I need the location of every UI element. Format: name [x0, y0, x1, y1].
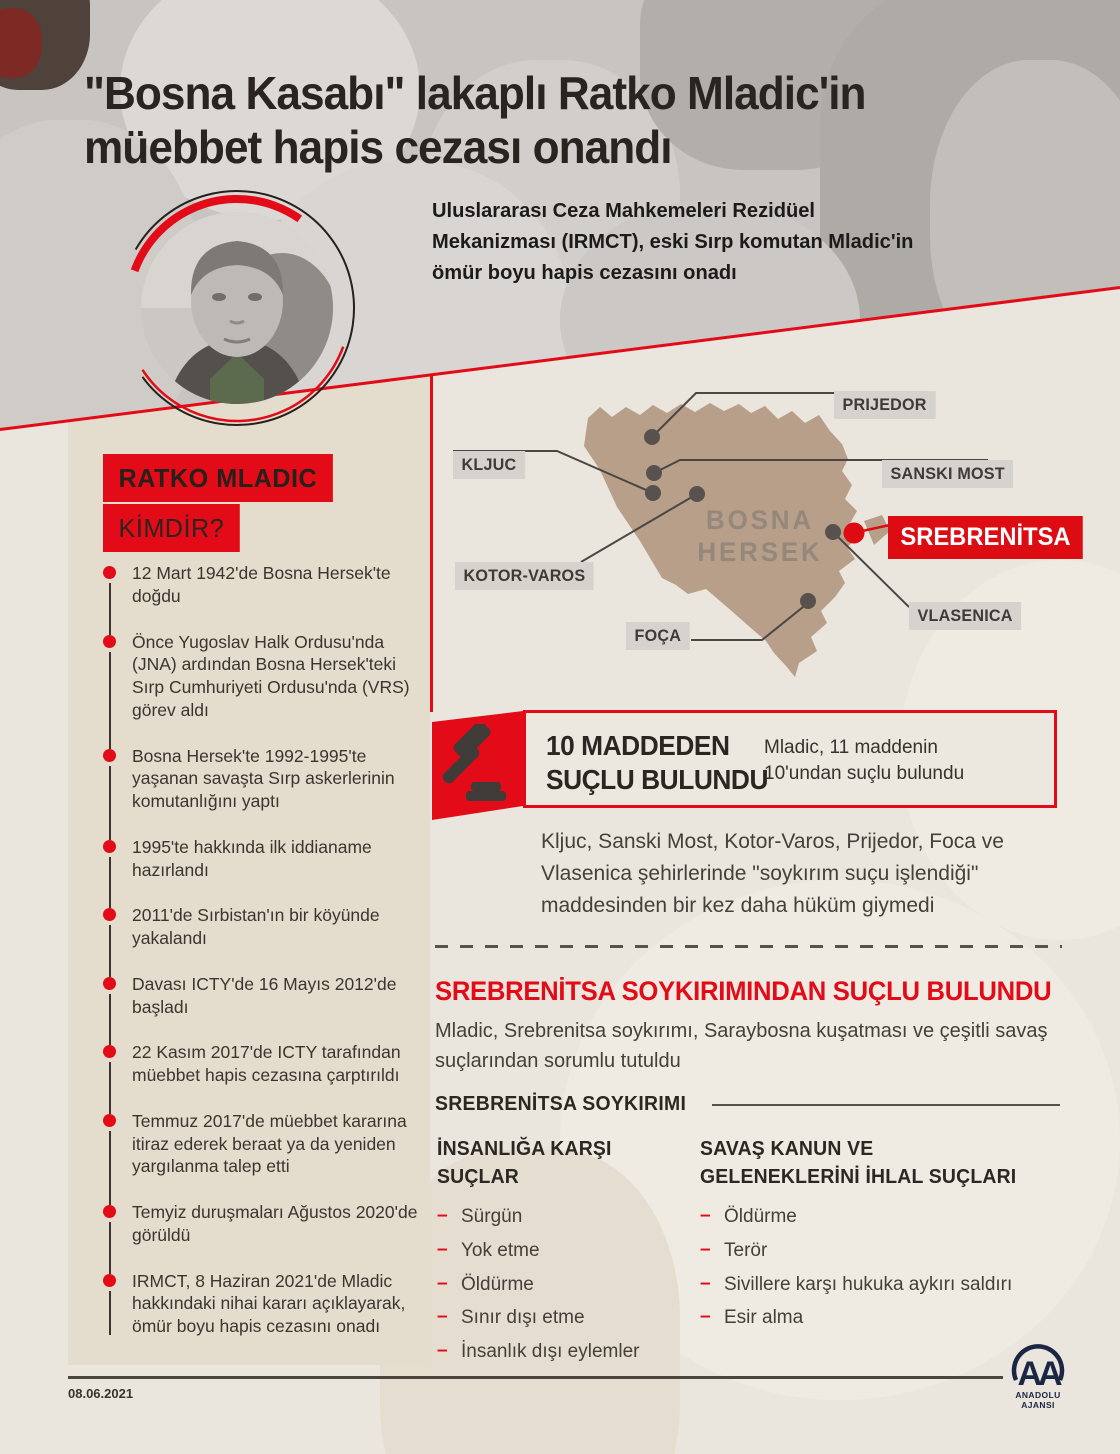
crime-item-text: Sivillere karşı hukuka aykırı saldırı	[724, 1273, 1013, 1295]
map-city-label: VLASENICA	[909, 602, 1021, 630]
timeline-item	[103, 1270, 421, 1338]
bullet-dot-icon	[103, 977, 116, 990]
timeline-item-text: IRMCT, 8 Haziran 2021'de Mladic hakkındaki nihai kararı açıklayarak, ömür boyu hapis cezasını onadı	[132, 1270, 406, 1336]
timeline-item	[103, 1041, 421, 1087]
crime-item	[437, 1205, 687, 1229]
timeline-item	[103, 631, 421, 722]
mladic-portrait-photo	[112, 183, 362, 433]
bullet-dot-icon	[103, 1045, 116, 1058]
profile-heading	[103, 454, 340, 552]
timeline-item-text: Önce Yugoslav Halk Ordusu'nda (JNA) ardından Bosna Hersek'teki Sırp Cumhuriyeti Ordusu'nda (VRS) görev aldı	[132, 631, 410, 720]
title-line: müebbet hapis cezası onandı	[84, 121, 672, 174]
timeline-item-text: 22 Kasım 2017'de ICTY tarafından müebbet hapis cezasına çarptırıldı	[132, 1042, 401, 1085]
footer-rule	[68, 1376, 1003, 1379]
crime-list	[700, 1205, 1070, 1330]
dash-bullet-icon: –	[437, 1340, 448, 1362]
timeline-item	[103, 904, 421, 950]
map-city-label: KLJUC	[453, 451, 525, 479]
map-city-label: FOÇA	[626, 622, 690, 650]
crime-item-text: Öldürme	[724, 1206, 797, 1228]
section-rule	[712, 1104, 1060, 1106]
dash-bullet-icon: –	[437, 1205, 448, 1227]
column-title: İNSANLIĞA KARŞI SUÇLAR	[437, 1138, 612, 1188]
crime-item-text: Terör	[724, 1239, 768, 1261]
map-city-label: PRIJEDOR	[834, 391, 935, 419]
timeline-item-text: 1995'te hakkında ilk iddianame hazırlandı	[132, 836, 372, 880]
profile-heading-question: KİMDİR?	[103, 504, 240, 552]
column-title: SAVAŞ KANUN VE GELENEKLERİNİ İHLAL SUÇLARI	[700, 1138, 1017, 1188]
crime-item-text: Sürgün	[461, 1206, 523, 1228]
dash-bullet-icon: –	[700, 1306, 711, 1328]
section-header	[435, 1093, 1060, 1116]
timeline-item-text: Bosna Hersek'te 1992-1995'te yaşanan savaşta Sırp askerlerinin komutanlığını yaptı	[132, 745, 395, 811]
timeline-item-text: Temmuz 2017'de müebbet kararına itiraz ederek beraat ya da yeniden yargılanma talep etti	[132, 1110, 407, 1177]
verdict-box	[523, 710, 1057, 808]
timeline-item-text: 12 Mart 1942'de Bosna Hersek'te doğdu	[132, 563, 391, 606]
dash-bullet-icon: –	[700, 1205, 711, 1227]
crime-item	[700, 1239, 1070, 1263]
agency-name: ANADOLU AJANSI	[1015, 1390, 1061, 1410]
dash-bullet-icon: –	[437, 1272, 448, 1294]
footer-date: 08.06.2021	[68, 1386, 134, 1401]
verdict-heading: 10 MADDEDEN SUÇLU BULUNDU	[546, 730, 768, 795]
timeline-item	[103, 1201, 421, 1247]
crime-item-text: Sınır dışı etme	[461, 1307, 585, 1329]
bullet-dot-icon	[103, 1205, 116, 1218]
dash-bullet-icon: –	[700, 1238, 711, 1260]
profile-heading-name: RATKO MLADIC	[103, 454, 333, 502]
page-subtitle: Uluslararası Ceza Mahkemeleri Rezidüel Mekanizması (IRMCT), eski Sırp komutan Mladic'in ömür boyu hapis cezasını onadı	[432, 199, 914, 284]
bullet-dot-icon	[103, 566, 116, 579]
svg-text:AA: AA	[1017, 1355, 1059, 1392]
genocide-paragraph: Mladic, Srebrenitsa soykırımı, Saraybosna kuşatması ve çeşitli savaş suçlarından sorumlu tutuldu	[435, 1020, 1048, 1072]
timeline-item-text: Davası ICTY'de 16 Mayıs 2012'de başladı	[132, 973, 397, 1017]
crime-list	[437, 1205, 687, 1364]
anadolu-agency-logo	[998, 1342, 1078, 1410]
country-label: BOSNA HERSEK	[697, 505, 823, 567]
crime-item-text: Yok etme	[461, 1239, 540, 1261]
dash-bullet-icon: –	[700, 1272, 711, 1294]
crime-item	[437, 1239, 687, 1263]
section-title: SREBRENİTSA SOYKIRIMI	[435, 1093, 687, 1115]
crimes-column-humanity	[437, 1136, 687, 1374]
verdict-note: Mladic, 11 maddenin 10'undan suçlu bulundu	[764, 737, 965, 784]
bullet-dot-icon	[103, 749, 116, 762]
page-title	[84, 66, 1025, 175]
timeline-item	[103, 562, 421, 608]
crime-item	[700, 1273, 1070, 1297]
biography-timeline	[103, 562, 421, 1361]
dash-bullet-icon: –	[437, 1238, 448, 1260]
crime-item	[437, 1340, 687, 1364]
dash-bullet-icon: –	[437, 1306, 448, 1328]
crimes-column-war-laws	[700, 1136, 1070, 1340]
genocide-heading: SREBRENİTSA SOYKIRIMINDAN SUÇLU BULUNDU	[435, 976, 1052, 1006]
bullet-dot-icon	[103, 840, 116, 853]
crime-item	[700, 1205, 1070, 1229]
gavel-icon	[441, 724, 511, 808]
timeline-item-text: Temyiz duruşmaları Ağustos 2020'de görüldü	[132, 1202, 418, 1245]
timeline-item	[103, 1110, 421, 1178]
bosnia-map	[430, 375, 1075, 715]
crime-item-text: Öldürme	[461, 1273, 534, 1295]
crime-item	[437, 1306, 687, 1330]
map-city-label: KOTOR-VAROS	[455, 562, 594, 590]
bullet-dot-icon	[103, 1114, 116, 1127]
verdict-paragraph: Kljuc, Sanski Most, Kotor-Varos, Prijedor, Foca ve Vlasenica şehirlerinde "soykırım suçu işlendiği" maddesinden bir kez daha hüküm giymedi	[541, 830, 1004, 917]
timeline-item	[103, 836, 421, 882]
map-highlight-label: SREBRENİTSA	[888, 516, 1083, 559]
crime-item-text: İnsanlık dışı eylemler	[461, 1341, 640, 1363]
dashed-divider	[435, 945, 1062, 948]
crime-item	[700, 1306, 1070, 1330]
title-line: "Bosna Kasabı" lakaplı Ratko Mladic'in	[84, 67, 866, 119]
bullet-dot-icon	[103, 1274, 116, 1287]
timeline-item	[103, 973, 421, 1019]
timeline-item	[103, 745, 421, 813]
aa-emblem-icon	[998, 1342, 1078, 1392]
crime-item	[437, 1273, 687, 1297]
map-city-label: SANSKI MOST	[882, 460, 1013, 488]
bullet-dot-icon	[103, 635, 116, 648]
bullet-dot-icon	[103, 908, 116, 921]
timeline-item-text: 2011'de Sırbistan'ın bir köyünde yakalandı	[132, 905, 380, 948]
crime-item-text: Esir alma	[724, 1307, 804, 1329]
